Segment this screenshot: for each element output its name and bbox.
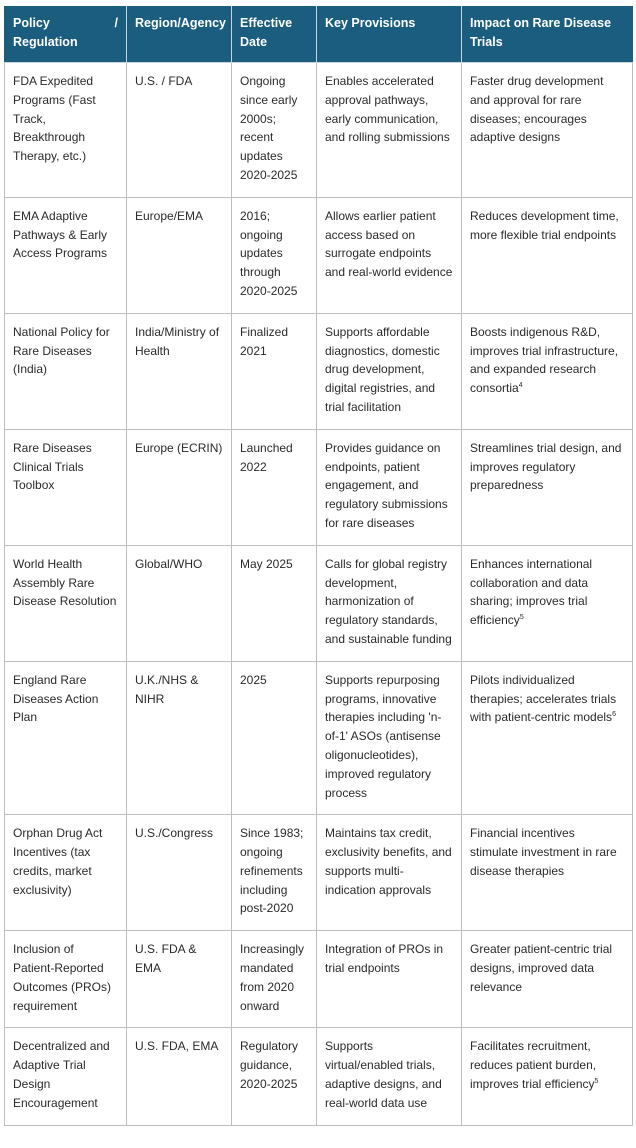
cell-region [127,1028,232,1125]
cell-impact [462,545,633,661]
cell-impact-text: Boosts indigenous R&D, improves trial infrastructure, and expanded research consortia [470,324,619,396]
cell-policy [5,1028,127,1125]
table-row [5,661,633,815]
cell-region [127,429,232,545]
table-row [5,1028,633,1125]
cell-policy [5,63,127,198]
cell-key-provisions-text: Maintains tax credit, exclusivity benefits, and supports multi-indication approvals [325,826,452,897]
cell-region [127,197,232,313]
table-row [5,429,633,545]
cell-region-text: U.S./Congress [135,826,214,841]
cell-effective-date [232,197,317,313]
cell-effective-date-text: Regulatory guidance, 2020-2025 [240,1039,299,1092]
cell-effective-date [232,545,317,661]
cell-policy [5,429,127,545]
cell-policy [5,197,127,313]
cell-region-text: U.S. / FDA [135,74,193,88]
cell-policy-text: Orphan Drug Act Incentives (tax credits, market exclusivity) [13,826,103,897]
policy-table-container [4,6,632,1126]
cell-region [127,545,232,661]
cell-region [127,931,232,1028]
cell-key-provisions [317,815,462,931]
cell-impact [462,661,633,815]
cell-effective-date-text: May 2025 [240,556,293,571]
cell-region-text: Europe/EMA [135,208,204,223]
cell-policy-text: Decentralized and Adaptive Trial Design Encouragement [13,1039,110,1110]
cell-impact [462,313,633,429]
cell-key-provisions [317,197,462,313]
cell-policy [5,815,127,931]
cell-key-provisions-text: Calls for global registry development, harmonization of regulatory standards, and sustainable funding [325,556,452,646]
policy-regulation-table [4,6,633,1126]
header-policy [5,6,127,63]
cell-effective-date [232,429,317,545]
header-region: Region/Agency [127,6,232,63]
cell-impact-text: Streamlines trial design, and improves regulatory preparedness [470,440,622,493]
header-row [5,6,633,63]
cell-key-provisions [317,661,462,815]
cell-effective-date [232,931,317,1028]
cell-impact-text: Reduces development time, more flexible trial endpoints [470,208,619,242]
cell-key-provisions [317,313,462,429]
cell-region-text: U.K./NHS & NIHR [135,672,199,706]
cell-key-provisions-text: Supports virtual/enabled trials, adaptive designs, and real-world data use [325,1039,442,1110]
reference-superscript: 6 [612,711,616,719]
cell-impact-text: Facilitates recruitment, reduces patient burden, improves trial efficiency [470,1039,597,1092]
cell-impact [462,63,633,198]
cell-key-provisions-text: Enables accelerated approval pathways, early communication, and rolling submissions [325,74,450,145]
reference-superscript: 5 [594,1078,599,1086]
cell-effective-date [232,1028,317,1125]
header-policy-text: Policy [13,16,50,30]
cell-effective-date-text: Since 1983; ongoing refinements including post-2020 [240,826,304,916]
header-policy-line1 [13,14,118,33]
cell-impact [462,429,633,545]
cell-region [127,313,232,429]
cell-policy [5,545,127,661]
cell-effective-date-text: 2016; ongoing updates through 2020-2025 [240,208,298,298]
cell-region [127,661,232,815]
cell-policy-text: FDA Expedited Programs (Fast Track, Breakthrough Therapy, etc.) [13,74,96,164]
cell-key-provisions [317,1028,462,1125]
table-row [5,63,633,198]
table-row [5,197,633,313]
table-row [5,931,633,1028]
cell-policy [5,661,127,815]
cell-policy-text: Inclusion of Patient-Reported Outcomes (PROs) requirement [13,942,112,1013]
cell-region-text: Europe (ECRIN) [135,440,223,455]
header-policy-line2: Regulation [13,34,78,49]
cell-policy [5,931,127,1028]
cell-impact [462,931,633,1028]
cell-effective-date [232,661,317,815]
cell-effective-date [232,63,317,198]
cell-region-text: Global/WHO [135,556,203,571]
cell-impact-text: Pilots individualized therapies; accelerates trials with patient-centric models [470,672,617,725]
cell-region [127,815,232,931]
cell-policy-text: EMA Adaptive Pathways & Early Access Programs [13,208,108,261]
cell-key-provisions [317,931,462,1028]
cell-policy-text: World Health Assembly Rare Disease Resolution [13,556,117,609]
cell-region [127,63,232,198]
cell-key-provisions-text: Integration of PROs in trial endpoints [325,942,444,976]
cell-effective-date-text: Launched 2022 [240,440,293,474]
cell-key-provisions [317,545,462,661]
table-row [5,545,633,661]
cell-effective-date-text: Increasingly mandated from 2020 onward [240,942,305,1013]
cell-key-provisions-text: Supports affordable diagnostics, domestic drug development, digital registries, and trial facilitation [325,324,440,414]
header-effective-date: Effective Date [232,6,317,63]
cell-region-text: U.S. FDA, EMA [135,1039,219,1054]
cell-key-provisions [317,429,462,545]
header-impact: Impact on Rare Disease Trials [462,6,633,63]
cell-impact-text: Greater patient-centric trial designs, improved data relevance [470,942,613,994]
cell-impact-text: Enhances international collaboration and data sharing; improves trial efficiency [470,556,593,628]
cell-key-provisions-text: Provides guidance on endpoints, patient engagement, and regulatory submissions for rare diseases [325,440,448,530]
cell-effective-date-text: 2025 [240,672,267,687]
cell-policy-text: National Policy for Rare Diseases (India) [13,324,110,377]
table-row [5,815,633,931]
reference-superscript: 4 [518,382,523,390]
cell-policy-text: Rare Diseases Clinical Trials Toolbox [13,440,92,493]
table-header [5,6,633,63]
cell-key-provisions-text: Allows earlier patient access based on surrogate endpoints and real-world evidence [325,208,453,280]
header-key-provisions: Key Provisions [317,6,462,63]
cell-effective-date [232,313,317,429]
table-row [5,313,633,429]
cell-policy-text: England Rare Diseases Action Plan [13,672,99,725]
cell-effective-date-text: Ongoing since early 2000s; recent updates 2020-2025 [240,74,298,182]
table-body [5,63,633,1126]
cell-key-provisions [317,63,462,198]
cell-impact-text: Faster drug development and approval for rare diseases; encourages adaptive designs [470,74,604,145]
cell-region-text: India/Ministry of Health [135,324,220,358]
cell-impact-text: Financial incentives stimulate investment in rare disease therapies [470,826,617,878]
cell-policy [5,313,127,429]
cell-effective-date [232,815,317,931]
header-policy-slash: / [114,16,118,30]
reference-superscript: 5 [519,614,524,622]
cell-effective-date-text: Finalized 2021 [240,324,289,358]
cell-impact [462,1028,633,1125]
cell-region-text: U.S. FDA & EMA [135,942,197,976]
cell-impact [462,815,633,931]
cell-impact [462,197,633,313]
cell-key-provisions-text: Supports repurposing programs, innovative therapies including 'n-of-1' ASOs (antisense oligonucleotides), improved regulatory process [325,672,442,800]
